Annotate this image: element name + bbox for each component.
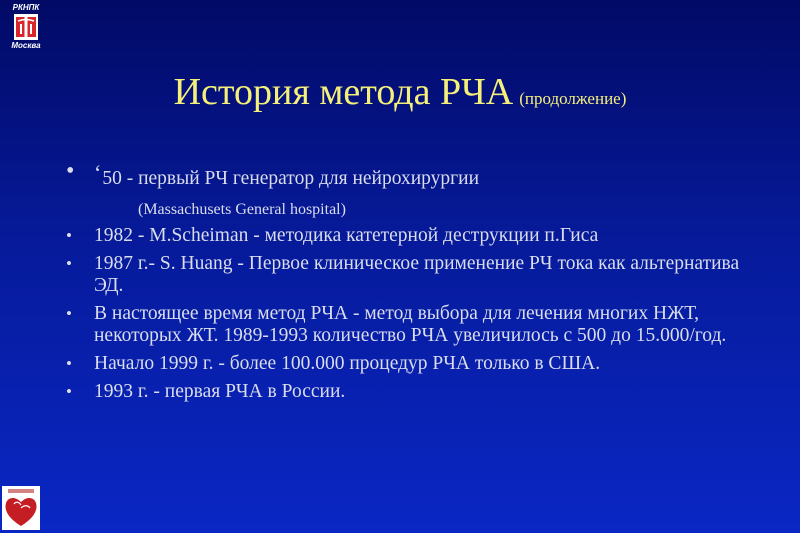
list-item-note: (Massachusets General hospital) <box>138 201 346 218</box>
heart-logo <box>2 486 40 530</box>
list-item-text: 1987 г.- S. Huang - Первое клиническое применение РЧ тока как альтернатива ЭД. <box>94 253 740 296</box>
list-item <box>66 303 766 347</box>
list-item <box>66 253 766 297</box>
slide-title-main: История метода РЧА <box>173 71 514 113</box>
slide-title <box>0 70 800 114</box>
list-item-text: Начало 1999 г. - более 100.000 процедур РЧА только в США. <box>94 353 601 374</box>
rknpk-logo-icon <box>14 14 38 40</box>
bullet-icon: • <box>66 354 72 373</box>
bullet-icon: • <box>66 382 72 401</box>
list-item-text: В настоящее время метод РЧА - метод выбора для лечения многих НЖТ, некоторых ЖТ. 1989-1993 количество РЧА увеличилось с 500 до 15.000/год. <box>94 303 727 346</box>
list-item-text: 1993 г. - первая РЧА в России. <box>94 381 346 402</box>
logo-top-text: РКНПК <box>12 3 40 12</box>
slide-title-sub: (продолжение) <box>519 89 627 108</box>
bullet-icon: • <box>66 304 72 323</box>
list-item <box>66 225 766 247</box>
list-item <box>66 158 766 219</box>
item-quote-mark: ‘ <box>94 160 102 185</box>
logo-bottom-text: Москва <box>11 41 41 50</box>
bullet-icon: • <box>66 226 72 245</box>
history-list <box>66 158 766 409</box>
list-item-text: 1982 - M.Scheiman - методика катетерной деструкции п.Гиса <box>94 225 599 246</box>
bullet-icon: • <box>66 158 75 184</box>
list-item <box>66 381 766 403</box>
heart-logo-icon <box>2 486 40 530</box>
rknpk-logo <box>6 3 46 61</box>
bullet-icon: • <box>66 254 72 273</box>
list-item-text: 50 - первый РЧ генератор для нейрохирургии <box>102 168 480 189</box>
list-item <box>66 353 766 375</box>
